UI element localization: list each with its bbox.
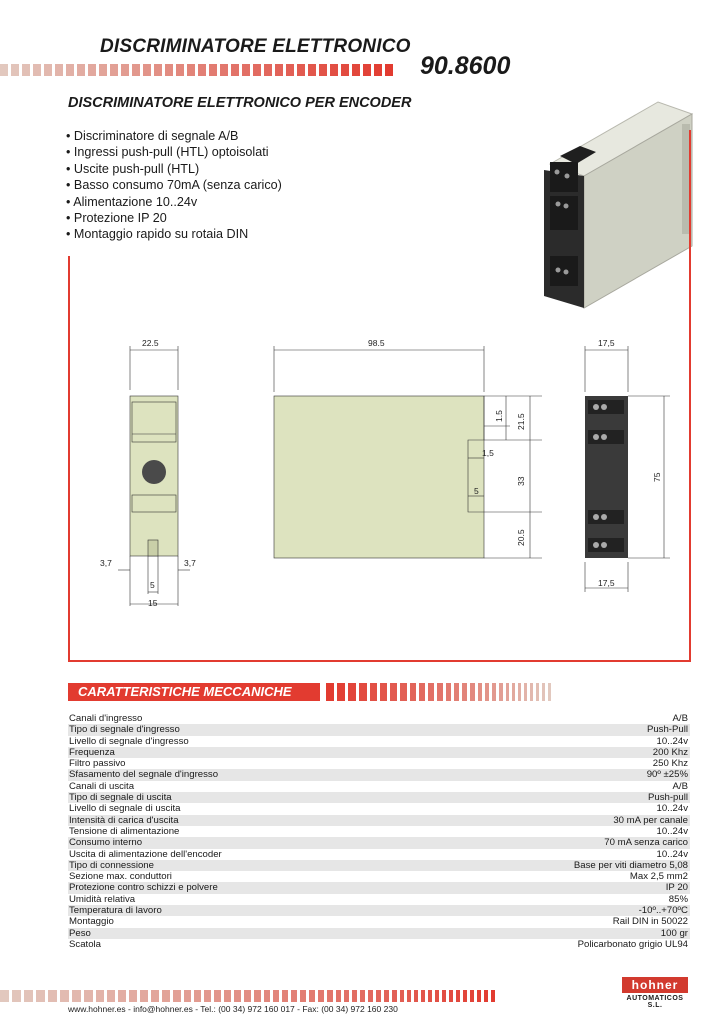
spec-label: Livello di segnale d'ingresso bbox=[69, 735, 189, 747]
stripe-segment bbox=[336, 990, 341, 1002]
stripe-segment bbox=[548, 683, 551, 701]
stripe-segment bbox=[414, 990, 418, 1002]
table-row bbox=[68, 928, 690, 939]
stripe-segment bbox=[264, 64, 272, 76]
section-stripes bbox=[326, 683, 551, 701]
stripe-segment bbox=[99, 64, 107, 76]
stripe-segment bbox=[454, 683, 459, 701]
stripe-segment bbox=[344, 990, 349, 1002]
footer-contact: www.hohner.es - info@hohner.es - Tel.: (00 34) 972 160 017 - Fax: (00 34) 972 160 230 bbox=[68, 1004, 398, 1014]
stripe-segment bbox=[198, 64, 206, 76]
spec-value: 10..24v bbox=[656, 848, 688, 860]
table-row bbox=[68, 724, 690, 735]
stripe-segment bbox=[491, 990, 495, 1002]
spec-value: 10..24v bbox=[656, 803, 688, 815]
stripe-segment bbox=[187, 64, 195, 76]
spec-value: A/B bbox=[672, 713, 688, 724]
table-row bbox=[68, 939, 690, 950]
stripe-segment bbox=[291, 990, 297, 1002]
stripe-segment bbox=[384, 990, 389, 1002]
stripe-segment bbox=[318, 990, 324, 1002]
technical-drawing bbox=[90, 330, 680, 620]
connector-hole bbox=[142, 460, 166, 484]
stripe-segment bbox=[60, 990, 69, 1002]
spec-value: 85% bbox=[668, 893, 688, 905]
stripe-segment bbox=[286, 64, 294, 76]
spec-label: Tensione di alimentazione bbox=[69, 825, 180, 837]
spec-label: Tipo di connessione bbox=[69, 859, 154, 871]
stripe-segment bbox=[244, 990, 251, 1002]
stripe-segment bbox=[118, 990, 126, 1002]
feature-item: • Protezione IP 20 bbox=[66, 210, 282, 226]
stripe-segment bbox=[499, 683, 503, 701]
stripe-segment bbox=[121, 64, 129, 76]
stripe-segment bbox=[220, 64, 228, 76]
stripe-segment bbox=[143, 64, 151, 76]
stripe-segment bbox=[442, 990, 446, 1002]
dim-label: 20.5 bbox=[516, 529, 526, 546]
stripe-segment bbox=[400, 990, 404, 1002]
stripe-segment bbox=[242, 64, 250, 76]
stripe-segment bbox=[484, 990, 488, 1002]
spec-label: Montaggio bbox=[69, 916, 114, 928]
dim-label: 3,7 bbox=[100, 558, 112, 568]
feature-item: • Montaggio rapido su rotaia DIN bbox=[66, 226, 282, 242]
spec-value: 90º ±25% bbox=[646, 769, 688, 781]
dim-label: 75 bbox=[652, 472, 662, 482]
table-row bbox=[68, 894, 690, 905]
table-row bbox=[68, 736, 690, 747]
stripe-segment bbox=[173, 990, 181, 1002]
spec-label: Protezione contro schizzi e polvere bbox=[69, 882, 218, 894]
spec-value: 30 mA per canale bbox=[613, 814, 688, 826]
stripe-segment bbox=[376, 990, 381, 1002]
stripe-segment bbox=[84, 990, 93, 1002]
dim-label: 33 bbox=[516, 476, 526, 486]
stripe-segment bbox=[327, 990, 333, 1002]
stripe-segment bbox=[352, 990, 357, 1002]
stripe-segment bbox=[341, 64, 349, 76]
frame-line bbox=[689, 130, 691, 258]
feature-item: • Basso consumo 70mA (senza carico) bbox=[66, 177, 282, 193]
stripe-segment bbox=[22, 64, 30, 76]
spec-label: Intensità di carica d'uscita bbox=[69, 814, 179, 826]
spec-label: Tipo di segnale d'ingresso bbox=[69, 724, 180, 736]
spec-label: Filtro passivo bbox=[69, 758, 126, 770]
stripe-segment bbox=[449, 990, 453, 1002]
feature-item: • Discriminatore di segnale A/B bbox=[66, 128, 282, 144]
spec-label: Temperatura di lavoro bbox=[69, 905, 162, 917]
stripe-segment bbox=[319, 64, 327, 76]
stripe-segment bbox=[326, 683, 334, 701]
stripe-segment bbox=[363, 64, 371, 76]
stripe-segment bbox=[165, 64, 173, 76]
stripe-segment bbox=[407, 990, 411, 1002]
stripe-segment bbox=[77, 64, 85, 76]
stripe-segment bbox=[162, 990, 170, 1002]
stripe-segment bbox=[88, 64, 96, 76]
stripe-segment bbox=[477, 990, 481, 1002]
stripe-segment bbox=[428, 683, 434, 701]
feature-item: • Ingressi push-pull (HTL) optoisolati bbox=[66, 144, 282, 160]
stripe-segment bbox=[176, 64, 184, 76]
stripe-segment bbox=[337, 683, 345, 701]
specs-table bbox=[68, 713, 690, 950]
table-row bbox=[68, 826, 690, 837]
stripe-segment bbox=[140, 990, 148, 1002]
dim-label: 17,5 bbox=[598, 338, 615, 348]
stripe-segment bbox=[129, 990, 137, 1002]
stripe-segment bbox=[184, 990, 191, 1002]
stripe-segment bbox=[308, 64, 316, 76]
dim-label: 17,5 bbox=[598, 578, 615, 588]
stripe-segment bbox=[154, 64, 162, 76]
section-title: CARATTERISTICHE MECCANICHE bbox=[68, 683, 320, 701]
spec-label: Consumo interno bbox=[69, 837, 143, 849]
stripe-segment bbox=[530, 683, 533, 701]
stripe-segment bbox=[437, 683, 443, 701]
spec-value: Policarbonato grigio UL94 bbox=[577, 938, 688, 950]
spec-value: 10..24v bbox=[656, 735, 688, 747]
document-title: DISCRIMINATORE ELETTRONICO bbox=[100, 36, 411, 57]
stripe-segment bbox=[66, 64, 74, 76]
stripe-segment bbox=[385, 64, 393, 76]
table-row bbox=[68, 882, 690, 893]
stripe-segment bbox=[132, 64, 140, 76]
stripe-segment bbox=[492, 683, 496, 701]
stripe-segment bbox=[446, 683, 451, 701]
table-row bbox=[68, 916, 690, 927]
spec-label: Uscita di alimentazione dell'encoder bbox=[69, 848, 222, 860]
stripe-segment bbox=[224, 990, 231, 1002]
stripe-segment bbox=[456, 990, 460, 1002]
stripe-segment bbox=[107, 990, 115, 1002]
stripe-segment bbox=[348, 683, 356, 701]
device-side-view bbox=[585, 396, 628, 558]
stripe-segment bbox=[518, 683, 521, 701]
stripe-segment bbox=[33, 64, 41, 76]
stripe-segment bbox=[536, 683, 539, 701]
dim-label: 1,5 bbox=[482, 448, 494, 458]
stripe-segment bbox=[96, 990, 104, 1002]
spec-value: 10..24v bbox=[656, 825, 688, 837]
table-row bbox=[68, 792, 690, 803]
spec-value: A/B bbox=[672, 780, 688, 792]
stripe-segment bbox=[463, 990, 467, 1002]
spec-value: IP 20 bbox=[665, 882, 688, 894]
table-row bbox=[68, 849, 690, 860]
stripe-segment bbox=[110, 64, 118, 76]
stripe-segment bbox=[231, 64, 239, 76]
stripe-segment bbox=[330, 64, 338, 76]
table-row bbox=[68, 713, 690, 724]
stripe-segment bbox=[435, 990, 439, 1002]
dim-label: 98.5 bbox=[368, 338, 385, 348]
stripe-segment bbox=[214, 990, 221, 1002]
spec-value: Rail DIN in 50022 bbox=[612, 916, 688, 928]
table-row bbox=[68, 781, 690, 792]
stripe-segment bbox=[390, 683, 397, 701]
stripe-segment bbox=[194, 990, 201, 1002]
stripe-segment bbox=[151, 990, 159, 1002]
table-row bbox=[68, 837, 690, 848]
stripe-segment bbox=[48, 990, 57, 1002]
spec-value: Max 2,5 mm2 bbox=[629, 871, 688, 883]
spec-label: Frequenza bbox=[69, 746, 115, 758]
spec-value: 250 Khz bbox=[652, 758, 688, 770]
stripe-segment bbox=[0, 64, 8, 76]
dim-label: 5 bbox=[474, 486, 479, 496]
table-row bbox=[68, 803, 690, 814]
stripe-segment bbox=[368, 990, 373, 1002]
table-row bbox=[68, 815, 690, 826]
stripe-segment bbox=[24, 990, 33, 1002]
stripe-segment bbox=[72, 990, 81, 1002]
spec-label: Umidità relativa bbox=[69, 893, 136, 905]
stripe-segment bbox=[470, 683, 475, 701]
table-row bbox=[68, 747, 690, 758]
spec-value: Push-pull bbox=[648, 792, 688, 804]
stripe-segment bbox=[360, 990, 365, 1002]
dim-label: 3,7 bbox=[184, 558, 196, 568]
stripe-segment bbox=[11, 64, 19, 76]
spec-label: Sfasamento del segnale d'ingresso bbox=[69, 769, 219, 781]
hohner-logo: hohner bbox=[622, 977, 688, 993]
product-code: 90.8600 bbox=[420, 52, 511, 80]
table-row bbox=[68, 860, 690, 871]
spec-value: 100 gr bbox=[660, 927, 688, 939]
stripe-segment bbox=[410, 683, 416, 701]
stripe-segment bbox=[0, 990, 9, 1002]
table-row bbox=[68, 758, 690, 769]
stripe-segment bbox=[470, 990, 474, 1002]
stripe-segment bbox=[478, 683, 482, 701]
document-subtitle: DISCRIMINATORE ELETTRONICO PER ENCODER bbox=[68, 95, 412, 111]
footer-stripes bbox=[0, 990, 495, 1002]
spec-label: Tipo di segnale di uscita bbox=[69, 792, 172, 804]
dim-label: 21.5 bbox=[516, 413, 526, 430]
spec-label: Livello di segnale di uscita bbox=[69, 803, 181, 815]
stripe-segment bbox=[462, 683, 467, 701]
stripe-segment bbox=[209, 64, 217, 76]
stripe-segment bbox=[12, 990, 21, 1002]
stripe-segment bbox=[36, 990, 45, 1002]
table-row bbox=[68, 905, 690, 916]
table-row bbox=[68, 769, 690, 780]
stripe-segment bbox=[374, 64, 382, 76]
header-stripes bbox=[0, 64, 393, 76]
spec-value: -10º..+70ºC bbox=[638, 905, 688, 917]
stripe-segment bbox=[370, 683, 377, 701]
dim-label: 1.5 bbox=[494, 410, 504, 422]
spec-label: Canali d'ingresso bbox=[69, 713, 143, 724]
stripe-segment bbox=[512, 683, 515, 701]
stripe-segment bbox=[359, 683, 367, 701]
feature-item: • Alimentazione 10..24v bbox=[66, 194, 282, 210]
spec-value: Base per viti diametro 5,08 bbox=[573, 859, 688, 871]
stripe-segment bbox=[282, 990, 288, 1002]
dim-label: 22.5 bbox=[142, 338, 159, 348]
stripe-segment bbox=[275, 64, 283, 76]
feature-item: • Uscite push-pull (HTL) bbox=[66, 161, 282, 177]
stripe-segment bbox=[428, 990, 432, 1002]
dim-label: 5 bbox=[150, 580, 155, 590]
stripe-segment bbox=[352, 64, 360, 76]
spec-value: 70 mA senza carico bbox=[604, 837, 688, 849]
stripe-segment bbox=[392, 990, 397, 1002]
stripe-segment bbox=[55, 64, 63, 76]
dim-label: 15 bbox=[148, 598, 158, 608]
table-row bbox=[68, 871, 690, 882]
stripe-segment bbox=[485, 683, 489, 701]
spec-value: 200 Khz bbox=[652, 746, 688, 758]
stripe-segment bbox=[524, 683, 527, 701]
spec-label: Scatola bbox=[69, 938, 101, 950]
spec-label: Canali di uscita bbox=[69, 780, 135, 792]
stripe-segment bbox=[44, 64, 52, 76]
stripe-segment bbox=[273, 990, 279, 1002]
spec-value: Push-Pull bbox=[646, 724, 688, 736]
spec-label: Peso bbox=[69, 927, 91, 939]
stripe-segment bbox=[542, 683, 545, 701]
stripe-segment bbox=[297, 64, 305, 76]
stripe-segment bbox=[204, 990, 211, 1002]
stripe-segment bbox=[421, 990, 425, 1002]
stripe-segment bbox=[419, 683, 425, 701]
stripe-segment bbox=[380, 683, 387, 701]
logo-subtitle: AUTOMATICOS S.L. bbox=[626, 995, 684, 1009]
stripe-segment bbox=[506, 683, 509, 701]
stripe-segment bbox=[254, 990, 261, 1002]
stripe-segment bbox=[400, 683, 407, 701]
stripe-segment bbox=[253, 64, 261, 76]
stripe-segment bbox=[309, 990, 315, 1002]
feature-list bbox=[66, 128, 282, 243]
stripe-segment bbox=[234, 990, 241, 1002]
stripe-segment bbox=[300, 990, 306, 1002]
spec-label: Sezione max. conduttori bbox=[69, 871, 172, 883]
stripe-segment bbox=[264, 990, 270, 1002]
